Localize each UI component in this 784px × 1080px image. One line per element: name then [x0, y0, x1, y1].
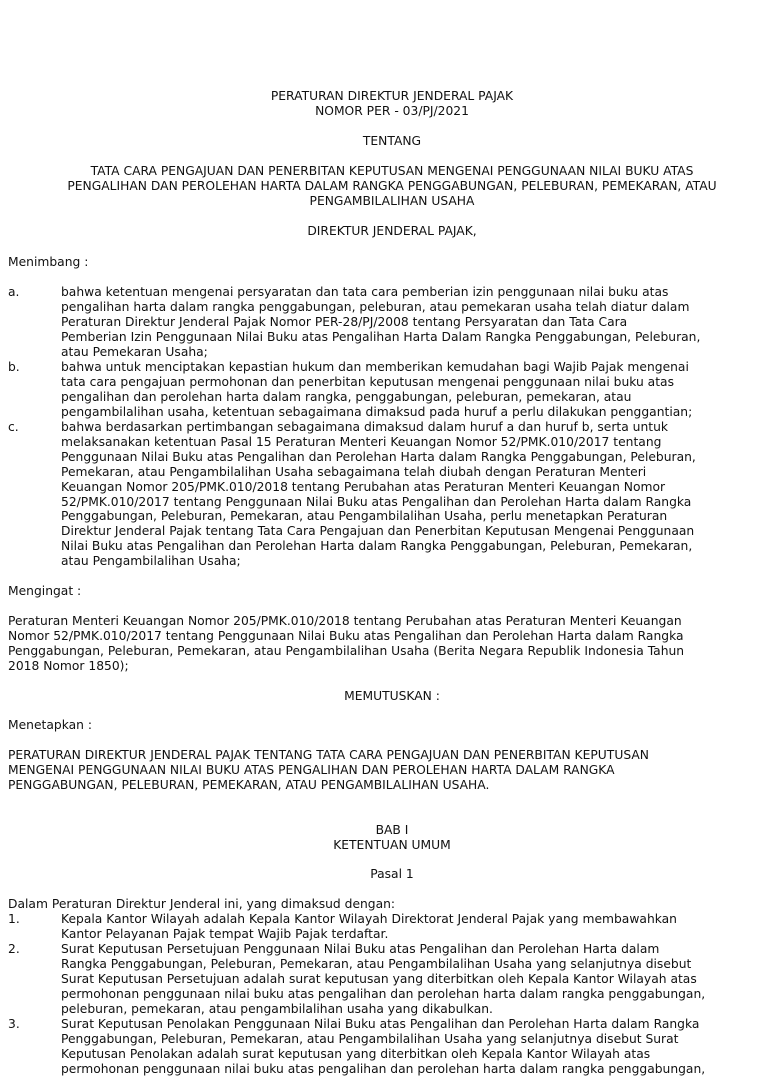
- text-line: Nilai Buku atas Pengalihan dan Perolehan Harta dalam Rangka Penggabungan, Peleburan, Pemekaran,: [61, 539, 693, 554]
- text-line: permohonan penggunaan nilai buku atas pengalihan dan perolehan harta dalam rangka penggabungan,: [61, 1061, 706, 1076]
- text-line: Penggunaan Nilai Buku atas Pengalihan dan Perolehan Harta dalam Rangka Penggabungan, Peleburan,: [61, 449, 696, 464]
- text-line: Penggabungan, Peleburan, Pemekaran, atau Pengambilalihan Usaha (Berita Negara Republik Indonesia Tahun: [8, 643, 685, 658]
- subject-line-3: PENGAMBILALIHAN USAHA: [309, 193, 475, 208]
- mengingat-label: Mengingat :: [8, 584, 82, 598]
- text-line: Rangka Penggabungan, Peleburan, Pemekaran, atau Pengambilalihan Usaha yang selanjutnya disebut: [61, 956, 692, 971]
- text-line: pengalihan harta dalam rangka penggabungan, peleburan, atau pemekaran usaha telah diatur dalam: [61, 299, 690, 314]
- pasal-intro: Dalam Peraturan Direktur Jenderal ini, yang dimaksud dengan:: [8, 897, 396, 911]
- list-marker: a.: [8, 285, 20, 299]
- authority-heading: DIREKTUR JENDERAL PAJAK,: [307, 224, 477, 238]
- menimbang-label: Menimbang :: [8, 255, 89, 269]
- text-line: Kantor Pelayanan Pajak tempat Wajib Pajak terdaftar.: [61, 926, 389, 941]
- pasal-title: Pasal 1: [370, 867, 414, 881]
- title-line-1: PERATURAN DIREKTUR JENDERAL PAJAK: [270, 89, 514, 103]
- list-marker: 3.: [8, 1017, 20, 1031]
- menimbang-item-text: [61, 285, 721, 360]
- list-marker: 1.: [8, 912, 20, 926]
- list-marker: c.: [8, 420, 19, 434]
- text-line: pengambilalihan usaha, ketentuan sebagaimana dimaksud pada huruf a perlu dilakukan penggantian;: [61, 404, 693, 419]
- text-line: MENGENAI PENGGUNAAN NILAI BUKU ATAS PENGALIHAN DAN PEROLEHAN HARTA DALAM RANGKA: [8, 762, 615, 777]
- title-line-2: NOMOR PER - 03/PJ/2021: [315, 103, 469, 118]
- text-line: Peraturan Direktur Jenderal Pajak Nomor PER-28/PJ/2008 tentang Persyaratan dan Tata Cara: [61, 314, 628, 329]
- text-line: Surat Keputusan Penolakan Penggunaan Nilai Buku atas Pengalihan dan Perolehan Harta dalam Rangka: [61, 1017, 700, 1031]
- memutuskan-heading: MEMUTUSKAN :: [344, 689, 440, 703]
- bab-heading: [0, 823, 784, 853]
- text-line: Keuangan Nomor 205/PMK.010/2018 tentang Perubahan atas Peraturan Menteri Keuangan Nomor: [61, 479, 666, 494]
- text-line: Peraturan Menteri Keuangan Nomor 205/PMK.010/2018 tentang Perubahan atas Peraturan Menteri Keuangan: [8, 614, 682, 628]
- pasal-item-text: [61, 1017, 721, 1077]
- subject-line-2: PENGALIHAN DAN PEROLEHAN HARTA DALAM RANGKA PENGGABUNGAN, PELEBURAN, PEMEKARAN, ATAU: [67, 178, 717, 193]
- text-line: pengalihan dan perolehan harta dalam rangka, penggabungan, peleburan, pemekaran, atau: [61, 389, 632, 404]
- list-marker: 2.: [8, 942, 20, 956]
- subject-line-1: TATA CARA PENGAJUAN DAN PENERBITAN KEPUTUSAN MENGENAI PENGGUNAAN NILAI BUKU ATAS: [90, 164, 694, 178]
- text-line: Surat Keputusan Persetujuan Penggunaan Nilai Buku atas Pengalihan dan Perolehan Harta dalam: [61, 942, 660, 956]
- tentang-heading: TENTANG: [362, 134, 422, 148]
- bab-number: BAB I: [375, 823, 409, 837]
- text-line: PENGGABUNGAN, PELEBURAN, PEMEKARAN, ATAU PENGAMBILALIHAN USAHA.: [8, 777, 490, 792]
- menimbang-item-text: [61, 420, 721, 569]
- text-line: Surat Keputusan Persetujuan adalah surat keputusan yang diterbitkan oleh Kepala Kantor Wilayah atas: [61, 971, 697, 986]
- regulation-subject: [0, 164, 784, 209]
- bab-title: KETENTUAN UMUM: [333, 837, 451, 852]
- text-line: Penggabungan, Peleburan, Pemekaran, atau Pengambilalihan Usaha, perlu menetapkan Peraturan: [61, 509, 668, 524]
- regulation-title: [0, 89, 784, 119]
- mengingat-text: [8, 614, 728, 674]
- text-line: bahwa ketentuan mengenai persyaratan dan tata cara pemberian izin penggunaan nilai buku atas: [61, 285, 669, 299]
- text-line: bahwa untuk menciptakan kepastian hukum dan memberikan kemudahan bagi Wajib Pajak mengenai: [61, 360, 689, 374]
- text-line: atau Pemekaran Usaha;: [61, 344, 208, 359]
- text-line: peleburan, pemekaran, atau pengambilalihan usaha yang dikabulkan.: [61, 1001, 493, 1016]
- pasal-item-text: [61, 942, 721, 1017]
- text-line: tata cara pengajuan permohonan dan penerbitan keputusan mengenai penggunaan nilai buku atas: [61, 374, 674, 389]
- text-line: Kepala Kantor Wilayah adalah Kepala Kantor Wilayah Direktorat Jenderal Pajak yang membawahkan: [61, 912, 677, 926]
- pasal-item-text: [61, 912, 721, 942]
- text-line: bahwa berdasarkan pertimbangan sebagaimana dimaksud dalam huruf a dan huruf b, serta untuk: [61, 420, 669, 434]
- menimbang-item-text: [61, 360, 721, 420]
- menetapkan-text: [8, 748, 728, 793]
- text-line: PERATURAN DIREKTUR JENDERAL PAJAK TENTANG TATA CARA PENGAJUAN DAN PENERBITAN KEPUTUSAN: [8, 748, 649, 762]
- text-line: Keputusan Penolakan adalah surat keputusan yang diterbitkan oleh Kepala Kantor Wilayah atas: [61, 1046, 651, 1061]
- list-marker: b.: [8, 360, 20, 374]
- menetapkan-label: Menetapkan :: [8, 718, 92, 732]
- text-line: permohonan penggunaan nilai buku atas pengalihan dan perolehan harta dalam rangka penggabungan,: [61, 986, 706, 1001]
- text-line: atau Pengambilalihan Usaha;: [61, 554, 241, 569]
- text-line: Direktur Jenderal Pajak tentang Tata Cara Pengajuan dan Penerbitan Keputusan Mengenai Penggunaan: [61, 524, 695, 539]
- text-line: Penggabungan, Peleburan, Pemekaran, atau Pengambilalihan Usaha yang selanjutnya disebut Surat: [61, 1031, 679, 1046]
- text-line: 2018 Nomor 1850);: [8, 658, 129, 673]
- text-line: Nomor 52/PMK.010/2017 tentang Penggunaan Nilai Buku atas Pengalihan dan Perolehan Harta dalam Rangka: [8, 628, 684, 643]
- text-line: 52/PMK.010/2017 tentang Penggunaan Nilai Buku atas Pengalihan dan Perolehan Harta dalam Rangka: [61, 494, 692, 509]
- text-line: melaksanakan ketentuan Pasal 15 Peraturan Menteri Keuangan Nomor 52/PMK.010/2017 tentang: [61, 434, 662, 449]
- text-line: Pemekaran, atau Pengambilalihan Usaha sebagaimana telah diubah dengan Peraturan Menteri: [61, 464, 647, 479]
- text-line: Pemberian Izin Penggunaan Nilai Buku atas Pengalihan Harta Dalam Rangka Penggabungan, Peleburan,: [61, 329, 701, 344]
